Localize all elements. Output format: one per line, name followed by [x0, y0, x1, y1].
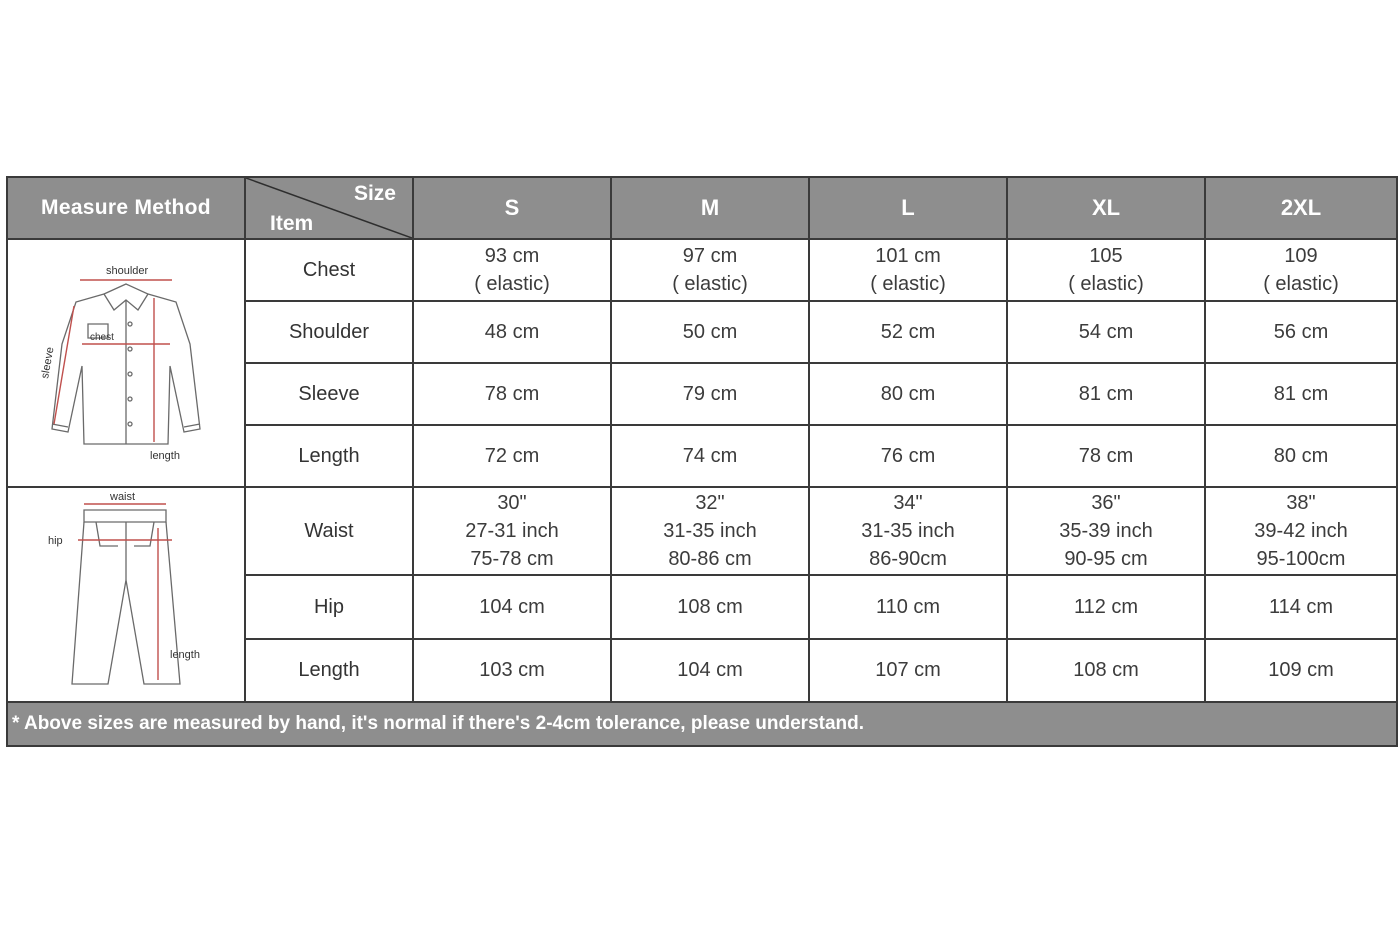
waist-label: waist — [110, 491, 136, 503]
value-cell-2xl — [1205, 239, 1397, 301]
value-cell-m — [611, 239, 809, 301]
item-name: Length — [245, 425, 413, 487]
value-cell-m — [611, 639, 809, 702]
value-line: 74 cm — [682, 445, 738, 467]
tolerance-note: * Above sizes are measured by hand, it's normal if there's 2-4cm tolerance, please understand. — [7, 702, 1397, 746]
value-cell-l — [809, 425, 1007, 487]
value-line: 105 — [1089, 245, 1123, 267]
size-header-m: M — [611, 177, 809, 239]
shoulder-label: shoulder — [106, 265, 149, 277]
value-line: 109 — [1284, 245, 1318, 267]
value-line: ( elastic) — [870, 273, 946, 295]
value-cell-l — [809, 639, 1007, 702]
value-cell-s — [413, 425, 611, 487]
value-line: 109 cm — [1268, 659, 1334, 682]
item-name: Shoulder — [245, 301, 413, 363]
pants-length-label: length — [170, 649, 200, 661]
pants-figure-cell — [7, 487, 245, 702]
value-line: 48 cm — [484, 321, 540, 343]
value-line: ( elastic) — [1068, 273, 1144, 295]
pants-measure-icon — [26, 488, 226, 693]
value-cell-xl — [1007, 239, 1205, 301]
table-row — [7, 487, 1397, 575]
item-name: Waist — [245, 487, 413, 575]
item-label: Item — [270, 212, 314, 235]
value-line: 72 cm — [484, 445, 540, 467]
value-line: 50 cm — [682, 321, 738, 343]
measure-method-header: Measure Method — [7, 177, 245, 239]
value-line: 86-90cm — [869, 548, 947, 571]
value-cell-s — [413, 301, 611, 363]
value-cell-2xl — [1205, 639, 1397, 702]
value-cell-m — [611, 575, 809, 638]
value-line: 80-86 cm — [668, 548, 752, 571]
note-row — [7, 702, 1397, 746]
value-line: 78 cm — [484, 383, 540, 405]
value-cell-s — [413, 575, 611, 638]
size-label: Size — [353, 182, 396, 205]
value-cell-l — [809, 239, 1007, 301]
value-line: 107 cm — [875, 659, 941, 682]
value-cell-2xl — [1205, 301, 1397, 363]
value-line: 35-39 inch — [1059, 520, 1153, 543]
chest-label: chest — [90, 332, 114, 343]
sleeve-label: sleeve — [39, 346, 57, 380]
hip-label: hip — [48, 535, 63, 547]
value-line: 90-95 cm — [1064, 548, 1148, 571]
item-name: Hip — [245, 575, 413, 638]
value-line: ( elastic) — [1263, 273, 1339, 295]
value-cell-xl — [1007, 575, 1205, 638]
value-line: 103 cm — [479, 659, 545, 682]
value-line: 52 cm — [880, 321, 936, 343]
table-row — [7, 239, 1397, 301]
value-cell-xl — [1007, 425, 1205, 487]
value-line: 31-35 inch — [861, 520, 955, 543]
shirt-figure-cell — [7, 239, 245, 487]
value-cell-2xl — [1205, 575, 1397, 638]
value-line: ( elastic) — [672, 273, 748, 295]
value-cell-s — [413, 239, 611, 301]
value-line: 38" — [1286, 492, 1316, 515]
value-line: 34" — [893, 492, 923, 515]
value-cell-2xl — [1205, 363, 1397, 425]
header-row — [7, 177, 1397, 239]
size-table — [6, 176, 1398, 747]
value-cell-xl — [1007, 487, 1205, 575]
value-line: 32" — [695, 492, 725, 515]
value-line: 36" — [1091, 492, 1121, 515]
value-cell-2xl — [1205, 425, 1397, 487]
length-label: length — [150, 450, 180, 462]
value-cell-l — [809, 301, 1007, 363]
value-line: 80 cm — [880, 383, 936, 405]
value-line: 39-42 inch — [1254, 520, 1348, 543]
value-line: 104 cm — [479, 595, 545, 618]
value-cell-m — [611, 301, 809, 363]
value-cell-l — [809, 363, 1007, 425]
value-cell-s — [413, 487, 611, 575]
value-cell-s — [413, 363, 611, 425]
value-line: 76 cm — [880, 445, 936, 467]
value-cell-s — [413, 639, 611, 702]
size-header-2xl: 2XL — [1205, 177, 1397, 239]
value-line: 95-100cm — [1256, 548, 1346, 571]
value-line: 112 cm — [1073, 595, 1139, 618]
value-line: 27-31 inch — [465, 520, 559, 543]
value-line: 114 cm — [1268, 595, 1334, 618]
value-line: 30" — [497, 492, 527, 515]
value-line: 93 cm — [484, 245, 540, 267]
value-cell-2xl — [1205, 487, 1397, 575]
value-line: 108 cm — [677, 595, 743, 618]
size-header-l: L — [809, 177, 1007, 239]
value-line: 56 cm — [1273, 321, 1329, 343]
value-line: 110 cm — [875, 595, 941, 618]
value-line: ( elastic) — [474, 273, 550, 295]
value-cell-m — [611, 425, 809, 487]
shirt-measure-icon — [26, 254, 226, 464]
size-header-xl: XL — [1007, 177, 1205, 239]
size-header-s: S — [413, 177, 611, 239]
value-line: 80 cm — [1273, 445, 1329, 467]
value-cell-xl — [1007, 639, 1205, 702]
value-cell-xl — [1007, 363, 1205, 425]
size-item-header — [245, 177, 413, 239]
value-cell-xl — [1007, 301, 1205, 363]
value-cell-m — [611, 363, 809, 425]
value-line: 104 cm — [677, 659, 743, 682]
value-line: 31-35 inch — [663, 520, 757, 543]
value-line: 54 cm — [1078, 321, 1134, 343]
value-cell-l — [809, 575, 1007, 638]
value-line: 75-78 cm — [470, 548, 554, 571]
value-line: 78 cm — [1078, 445, 1134, 467]
item-name: Sleeve — [245, 363, 413, 425]
value-line: 81 cm — [1273, 383, 1329, 405]
size-chart — [6, 176, 1396, 754]
value-line: 79 cm — [682, 383, 738, 405]
value-line: 108 cm — [1073, 659, 1139, 682]
value-line: 97 cm — [682, 245, 738, 267]
item-name: Chest — [245, 239, 413, 301]
value-line: 81 cm — [1078, 383, 1134, 405]
value-cell-m — [611, 487, 809, 575]
value-cell-l — [809, 487, 1007, 575]
item-name: Length — [245, 639, 413, 702]
value-line: 101 cm — [875, 245, 941, 267]
